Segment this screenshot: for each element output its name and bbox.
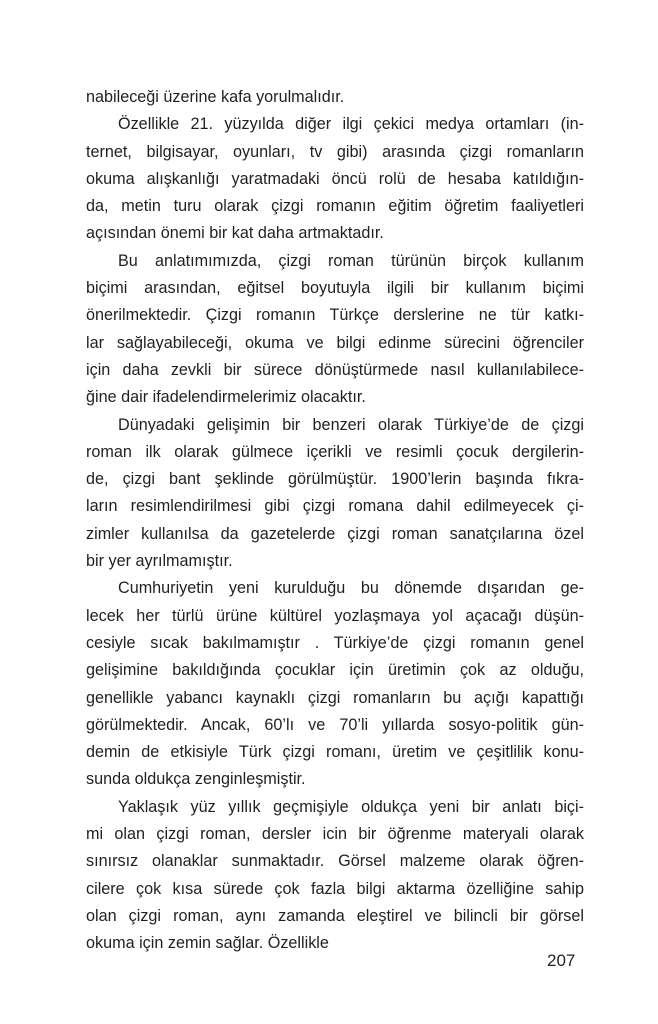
paragraph xyxy=(86,575,584,793)
text-line: nabileceği üzerine kafa yorulmalıdır. xyxy=(86,88,345,106)
text-line: okuma için zemin sağlar. Özellikle xyxy=(86,934,329,953)
text-line: Özellikle 21. yüzyılda diğer ilgi çekici medya ortamları (in- xyxy=(118,115,584,134)
paragraph xyxy=(86,111,584,247)
text-line: lecek her türlü ürüne kültürel yozlaşmaya yol açacağı düşün- xyxy=(86,606,584,625)
text-line: cilere çok kısa sürede çok fazla bilgi aktarma özelliğine sahip xyxy=(86,879,584,898)
text-line: demin de etkisiyle Türk çizgi romanı, üretim ve çeşitlilik konu- xyxy=(86,743,584,762)
text-line: okuma alışkanlığı yaratmadaki öncü rolü de hesaba katıldığın- xyxy=(86,169,584,188)
text-line: roman ilk olarak gülmece içerikli ve resimli çocuk dergilerin- xyxy=(86,442,584,461)
text-line: mi olan çizgi roman, dersler icin bir öğrenme materyali olarak xyxy=(86,825,584,844)
paragraph xyxy=(86,84,584,111)
text-line: genellikle yabancı kaynaklı çizgi romanların bu açığı kapattığı xyxy=(86,688,584,707)
paragraph xyxy=(86,248,584,412)
text-line: olan çizgi roman, aynı zamanda eleştirel ve bilincli bir görsel xyxy=(86,906,584,925)
page-number: 207 xyxy=(547,951,576,970)
text-line: Yaklaşık yüz yıllık geçmişiyle oldukça yeni bir anlatı biçi- xyxy=(118,797,584,816)
text-line: sınırsız olanaklar sunmaktadır. Görsel malzeme olarak öğren- xyxy=(86,852,584,871)
text-line: biçimi arasından, eğitsel boyutuyla ilgili bir kullanım biçimi xyxy=(86,279,584,298)
text-line: için daha zevkli bir sürece dönüştürmede nasıl kullanılabilece- xyxy=(86,360,584,379)
text-line: ğine dair ifadelendirmelerimiz olacaktır. xyxy=(86,388,366,407)
text-line: zimler kullanılsa da gazetelerde çizgi roman sanatçılarına özel xyxy=(86,524,584,543)
text-line: Dünyadaki gelişimin bir benzeri olarak Türkiye’de de çizgi xyxy=(118,415,584,434)
text-line: cesiyle sıcak bakılmamıştır . Türkiye’de çizgi romanın genel xyxy=(86,633,584,652)
paragraph xyxy=(86,412,584,576)
paragraph xyxy=(86,794,584,958)
text-line: Bu anlatımımızda, çizgi roman türünün birçok kullanım xyxy=(118,251,584,270)
text-line: lar sağlayabileceği, okuma ve bilgi edinme sürecini öğrenciler xyxy=(86,333,584,352)
text-line: önerilmektedir. Çizgi romanın Türkçe derslerine ne tür katkı- xyxy=(86,306,584,325)
text-line: ların resimlendirilmesi gibi çizgi romana dahil edilmeyecek çi- xyxy=(86,497,584,516)
text-line: da, metin turu olarak çizgi romanın eğitim öğretim faaliyetleri xyxy=(86,197,584,216)
text-line: ternet, bilgisayar, oyunları, tv gibi) arasında çizgi romanların xyxy=(86,142,584,161)
text-line: de, çizgi bant şeklinde görülmüştür. 1900’lerin başında fıkra- xyxy=(86,470,584,489)
text-line: gelişimine bakıldığında çocuklar için üretimin çok az olduğu, xyxy=(86,661,584,680)
text-line: görülmektedir. Ancak, 60’lı ve 70’li yıllarda sosyo-politik gün- xyxy=(86,715,584,734)
text-line: açısından önemi bir kat daha artmaktadır. xyxy=(86,224,384,243)
page-body xyxy=(86,84,584,958)
text-line: sunda oldukça zenginleşmiştir. xyxy=(86,770,306,789)
text-line: Cumhuriyetin yeni kurulduğu bu dönemde dışarıdan ge- xyxy=(118,579,584,598)
text-line: bir yer ayrılmamıştır. xyxy=(86,552,233,571)
